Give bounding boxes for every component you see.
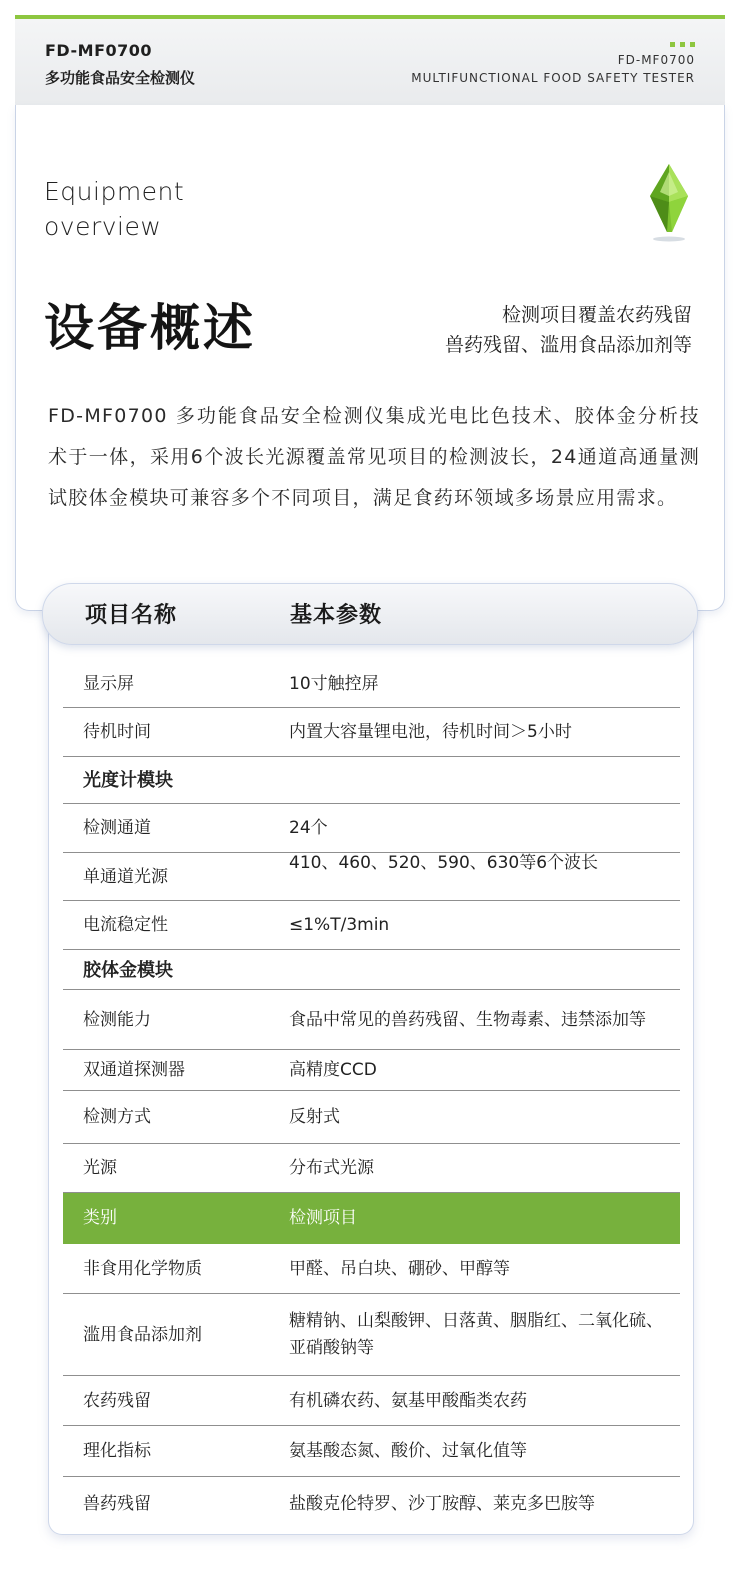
table-cell-value: 410、460、520、590、630等6个波长 [289, 853, 599, 873]
table-cell-name: 检测能力 [83, 1009, 151, 1030]
table-row [63, 1376, 680, 1426]
spec-table-header [42, 583, 698, 645]
table-row [63, 901, 680, 950]
table-cell-value: 氨基酸态氮、酸价、过氧化值等 [289, 1441, 527, 1461]
table-cell-value: 检测项目 [289, 1208, 357, 1228]
table-cell-name: 检测方式 [83, 1107, 151, 1127]
table-cell-value: 10寸触控屏 [289, 673, 379, 694]
table-cell-name: 理化指标 [83, 1441, 151, 1461]
table-cell-name: 光源 [83, 1158, 117, 1178]
overview-description: FD-MF0700 多功能食品安全检测仪集成光电比色技术、胶体金分析技术于一体，采用6个波长光源覆盖常见项目的检测波长，24通道高通量测试胶体金模块可兼容多个不同项目，满足食药环领域多场景应用需求。 [48, 405, 700, 509]
table-cell-value: 24个 [289, 818, 328, 838]
table-category-header-row [63, 1193, 680, 1244]
overview-subtitle [445, 300, 692, 360]
table-row [63, 804, 680, 853]
table-row [63, 1294, 680, 1376]
table-cell-name: 待机时间 [83, 722, 151, 742]
overview-en-heading [44, 174, 184, 244]
table-cell-value: 内置大容量锂电池，待机时间＞5小时 [289, 722, 572, 742]
table-cell-value: 糖精钠、山梨酸钾、日落黄、胭脂红、二氧化硫、亚硝酸钠等 [289, 1311, 663, 1358]
table-row [63, 1244, 680, 1294]
overview-en-line1: Equipment [44, 177, 185, 206]
table-row [63, 1144, 680, 1193]
product-name-en: MULTIFUNCTIONAL FOOD SAFETY TESTER [411, 71, 695, 85]
table-row [63, 990, 680, 1050]
table-cell-value: 盐酸克伦特罗、沙丁胺醇、莱克多巴胺等 [289, 1494, 595, 1514]
table-row [63, 1426, 680, 1477]
product-name-cn: 多功能食品安全检测仪 [45, 69, 196, 87]
table-cell-value: 食品中常见的兽药残留、生物毒素、违禁添加等 [289, 1009, 646, 1030]
model-number-right: FD-MF0700 [617, 53, 695, 67]
table-cell-value: 高精度CCD [289, 1060, 377, 1080]
table-cell-name: 电流稳定性 [83, 915, 168, 935]
table-cell-name: 滥用食品添加剂 [83, 1324, 202, 1345]
table-row [63, 1091, 680, 1144]
decorative-dots-icon [670, 42, 695, 47]
table-cell-name: 双通道探测器 [83, 1060, 185, 1080]
table-cell-value: 分布式光源 [289, 1158, 374, 1178]
overview-title: 设备概述 [44, 299, 256, 357]
table-cell-value: 反射式 [289, 1107, 340, 1127]
table-row [63, 1477, 680, 1532]
overview-subtitle-line2: 兽药残留、滥用食品添加剂等 [444, 334, 692, 356]
table-cell-name: 光度计模块 [83, 770, 173, 791]
model-number: FD-MF0700 [45, 41, 153, 60]
table-cell-name: 类别 [83, 1208, 117, 1228]
table-cell-value: ≤1%T/3min [289, 915, 390, 935]
table-cell-name: 农药残留 [83, 1390, 151, 1411]
column-header-item-name: 项目名称 [85, 603, 178, 628]
page-header [15, 19, 725, 106]
table-cell-name: 检测通道 [83, 818, 151, 838]
table-row [63, 853, 680, 901]
green-gem-icon [648, 162, 690, 244]
table-cell-name: 胶体金模块 [83, 959, 173, 981]
table-row [63, 708, 680, 757]
overview-en-line2: overview [44, 212, 162, 241]
table-section-row [63, 950, 680, 990]
table-cell-value: 甲醛、吊白块、硼砂、甲醇等 [289, 1258, 510, 1279]
column-header-parameters: 基本参数 [290, 603, 383, 628]
table-cell-name: 兽药残留 [83, 1494, 151, 1514]
table-cell-name: 显示屏 [83, 673, 134, 694]
table-row [63, 660, 680, 708]
table-cell-name: 非食用化学物质 [83, 1258, 202, 1279]
table-section-row [63, 757, 680, 804]
table-row [63, 1050, 680, 1091]
overview-subtitle-line1: 检测项目覆盖农药残留 [501, 304, 692, 326]
table-cell-value: 有机磷农药、氨基甲酸酯类农药 [289, 1390, 527, 1411]
table-cell-name: 单通道光源 [83, 866, 168, 887]
